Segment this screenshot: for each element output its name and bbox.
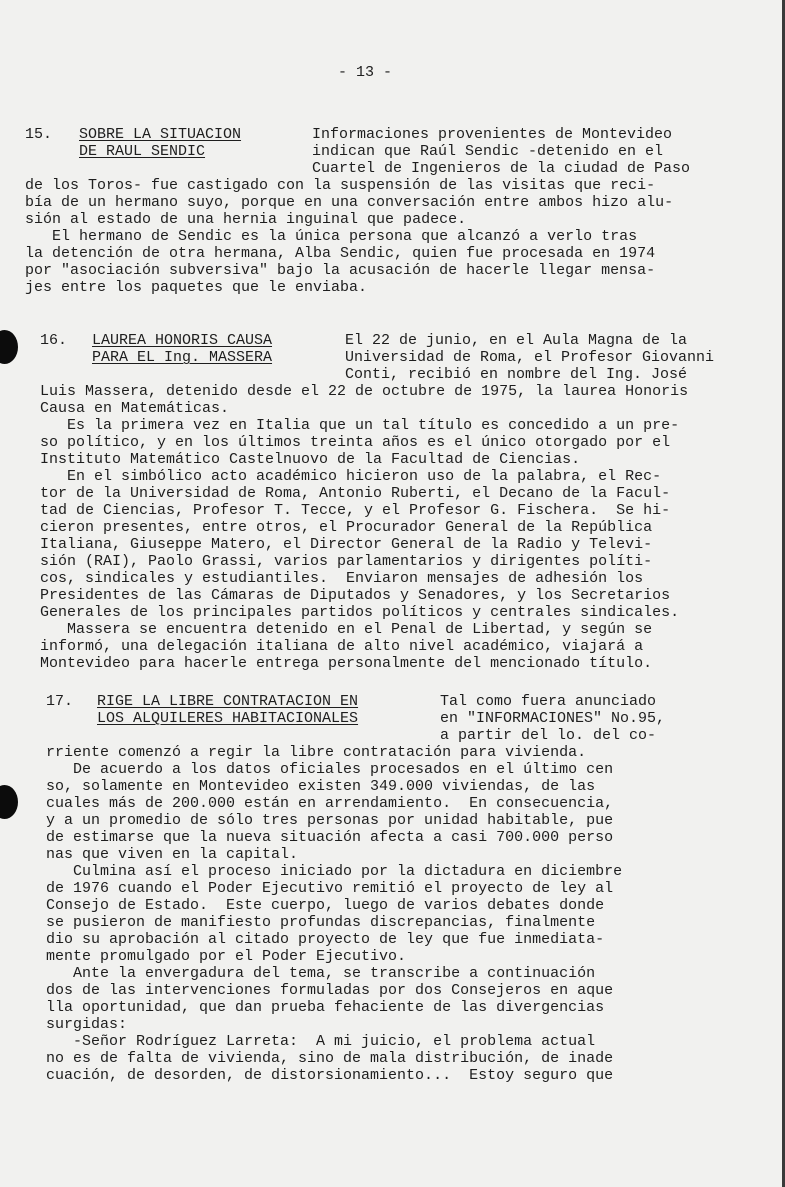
body-line: Luis Massera, detenido desde el 22 de octubre de 1975, la laurea Honoris [40, 383, 689, 400]
body-line: Causa en Matemáticas. [40, 400, 230, 417]
section-number: 16. [40, 332, 68, 349]
side-line: en "INFORMACIONES" No.95, [440, 710, 666, 727]
body-line: Montevideo para hacerle entrega personalmente del mencionado título. [40, 655, 653, 672]
body-line: Generales de los principales partidos políticos y centrales sindicales. [40, 604, 680, 621]
body-line: Culmina así el proceso iniciado por la dictadura en diciembre [46, 863, 623, 880]
body-line: -Señor Rodríguez Larreta: A mi juicio, el problema actual [46, 1033, 596, 1050]
body-line: Presidentes de las Cámaras de Diputados y Senadores, y los Secretarios [40, 587, 671, 604]
body-line: tor de la Universidad de Roma, Antonio Ruberti, el Decano de la Facul- [40, 485, 671, 502]
body-line: so político, y en los últimos treinta años es el único otorgado por el [40, 434, 671, 451]
body-line: dos de las intervenciones formuladas por dos Consejeros en aque [46, 982, 614, 999]
section-heading-line-1: LAUREA HONORIS CAUSA [92, 332, 273, 349]
body-line: sión al estado de una hernia inguinal que padece. [25, 211, 467, 228]
body-line: informó, una delegación italiana de alto nivel académico, viajará a [40, 638, 644, 655]
section-heading-line-1: RIGE LA LIBRE CONTRATACION EN [97, 693, 359, 710]
side-line: El 22 de junio, en el Aula Magna de la [345, 332, 688, 349]
side-line: Cuartel de Ingenieros de la ciudad de Paso [312, 160, 691, 177]
body-line: cieron presentes, entre otros, el Procurador General de la República [40, 519, 653, 536]
side-line: indican que Raúl Sendic -detenido en el [312, 143, 664, 160]
punch-hole-bottom [0, 785, 18, 819]
body-line: cuales más de 200.000 están en arrendamiento. En consecuencia, [46, 795, 614, 812]
body-line: tad de Ciencias, Profesor T. Tecce, y el Profesor G. Fischera. Se hi- [40, 502, 671, 519]
body-line: por "asociación subversiva" bajo la acusación de hacerle llegar mensa- [25, 262, 656, 279]
page-number: - 13 - [337, 64, 392, 81]
body-line: la detención de otra hermana, Alba Sendic, quien fue procesada en 1974 [25, 245, 656, 262]
side-line: Conti, recibió en nombre del Ing. José [345, 366, 688, 383]
body-line: sión (RAI), Paolo Grassi, varios parlamentarios y dirigentes políti- [40, 553, 653, 570]
body-line: Instituto Matemático Castelnuovo de la Facultad de Ciencias. [40, 451, 581, 468]
body-line: En el simbólico acto académico hicieron uso de la palabra, el Rec- [40, 468, 662, 485]
body-line: no es de falta de vivienda, sino de mala distribución, de inade [46, 1050, 614, 1067]
body-line: y a un promedio de sólo tres personas por unidad habitable, pue [46, 812, 614, 829]
body-line: dio su aprobación al citado proyecto de ley que fue inmediata- [46, 931, 605, 948]
body-line: nas que viven en la capital. [46, 846, 299, 863]
body-line: lla oportunidad, que dan prueba fehaciente de las divergencias [46, 999, 605, 1016]
section-heading-line-2: DE RAUL SENDIC [79, 143, 206, 160]
section-heading-line-2: LOS ALQUILERES HABITACIONALES [97, 710, 359, 727]
section-heading-line-1: SOBRE LA SITUACION [79, 126, 242, 143]
punch-hole-top [0, 330, 18, 364]
body-line: de los Toros- fue castigado con la suspensión de las visitas que reci- [25, 177, 656, 194]
section-number: 17. [46, 693, 74, 710]
body-line: Es la primera vez en Italia que un tal título es concedido a un pre- [40, 417, 680, 434]
side-line: a partir del lo. del co- [440, 727, 657, 744]
body-line: jes entre los paquetes que le enviaba. [25, 279, 368, 296]
body-line: de 1976 cuando el Poder Ejecutivo remitió el proyecto de ley al [46, 880, 614, 897]
body-line: bía de un hermano suyo, porque en una conversación entre ambos hizo alu- [25, 194, 674, 211]
body-line: cuación, de desorden, de distorsionamiento... Estoy seguro que [46, 1067, 614, 1084]
section-heading-line-2: PARA EL Ing. MASSERA [92, 349, 273, 366]
body-line: cos, sindicales y estudiantiles. Enviaron mensajes de adhesión los [40, 570, 644, 587]
body-line: so, solamente en Montevideo existen 349.000 viviendas, de las [46, 778, 596, 795]
side-line: Informaciones provenientes de Montevideo [312, 126, 673, 143]
body-line: Ante la envergadura del tema, se transcribe a continuación [46, 965, 596, 982]
section-number: 15. [25, 126, 53, 143]
body-line: Italiana, Giuseppe Matero, el Director General de la Radio y Televi- [40, 536, 653, 553]
body-line: surgidas: [46, 1016, 128, 1033]
body-line: Massera se encuentra detenido en el Penal de Libertad, y según se [40, 621, 653, 638]
side-line: Tal como fuera anunciado [440, 693, 657, 710]
body-line: De acuerdo a los datos oficiales procesados en el último cen [46, 761, 614, 778]
body-line: El hermano de Sendic es la única persona que alcanzó a verlo tras [25, 228, 638, 245]
body-line: mente promulgado por el Poder Ejecutivo. [46, 948, 407, 965]
body-line: Consejo de Estado. Este cuerpo, luego de varios debates donde [46, 897, 605, 914]
body-line: de estimarse que la nueva situación afecta a casi 700.000 perso [46, 829, 614, 846]
body-line: se pusieron de manifiesto profundas discrepancias, finalmente [46, 914, 596, 931]
side-line: Universidad de Roma, el Profesor Giovanni [345, 349, 715, 366]
body-line: rriente comenzó a regir la libre contratación para vivienda. [46, 744, 587, 761]
